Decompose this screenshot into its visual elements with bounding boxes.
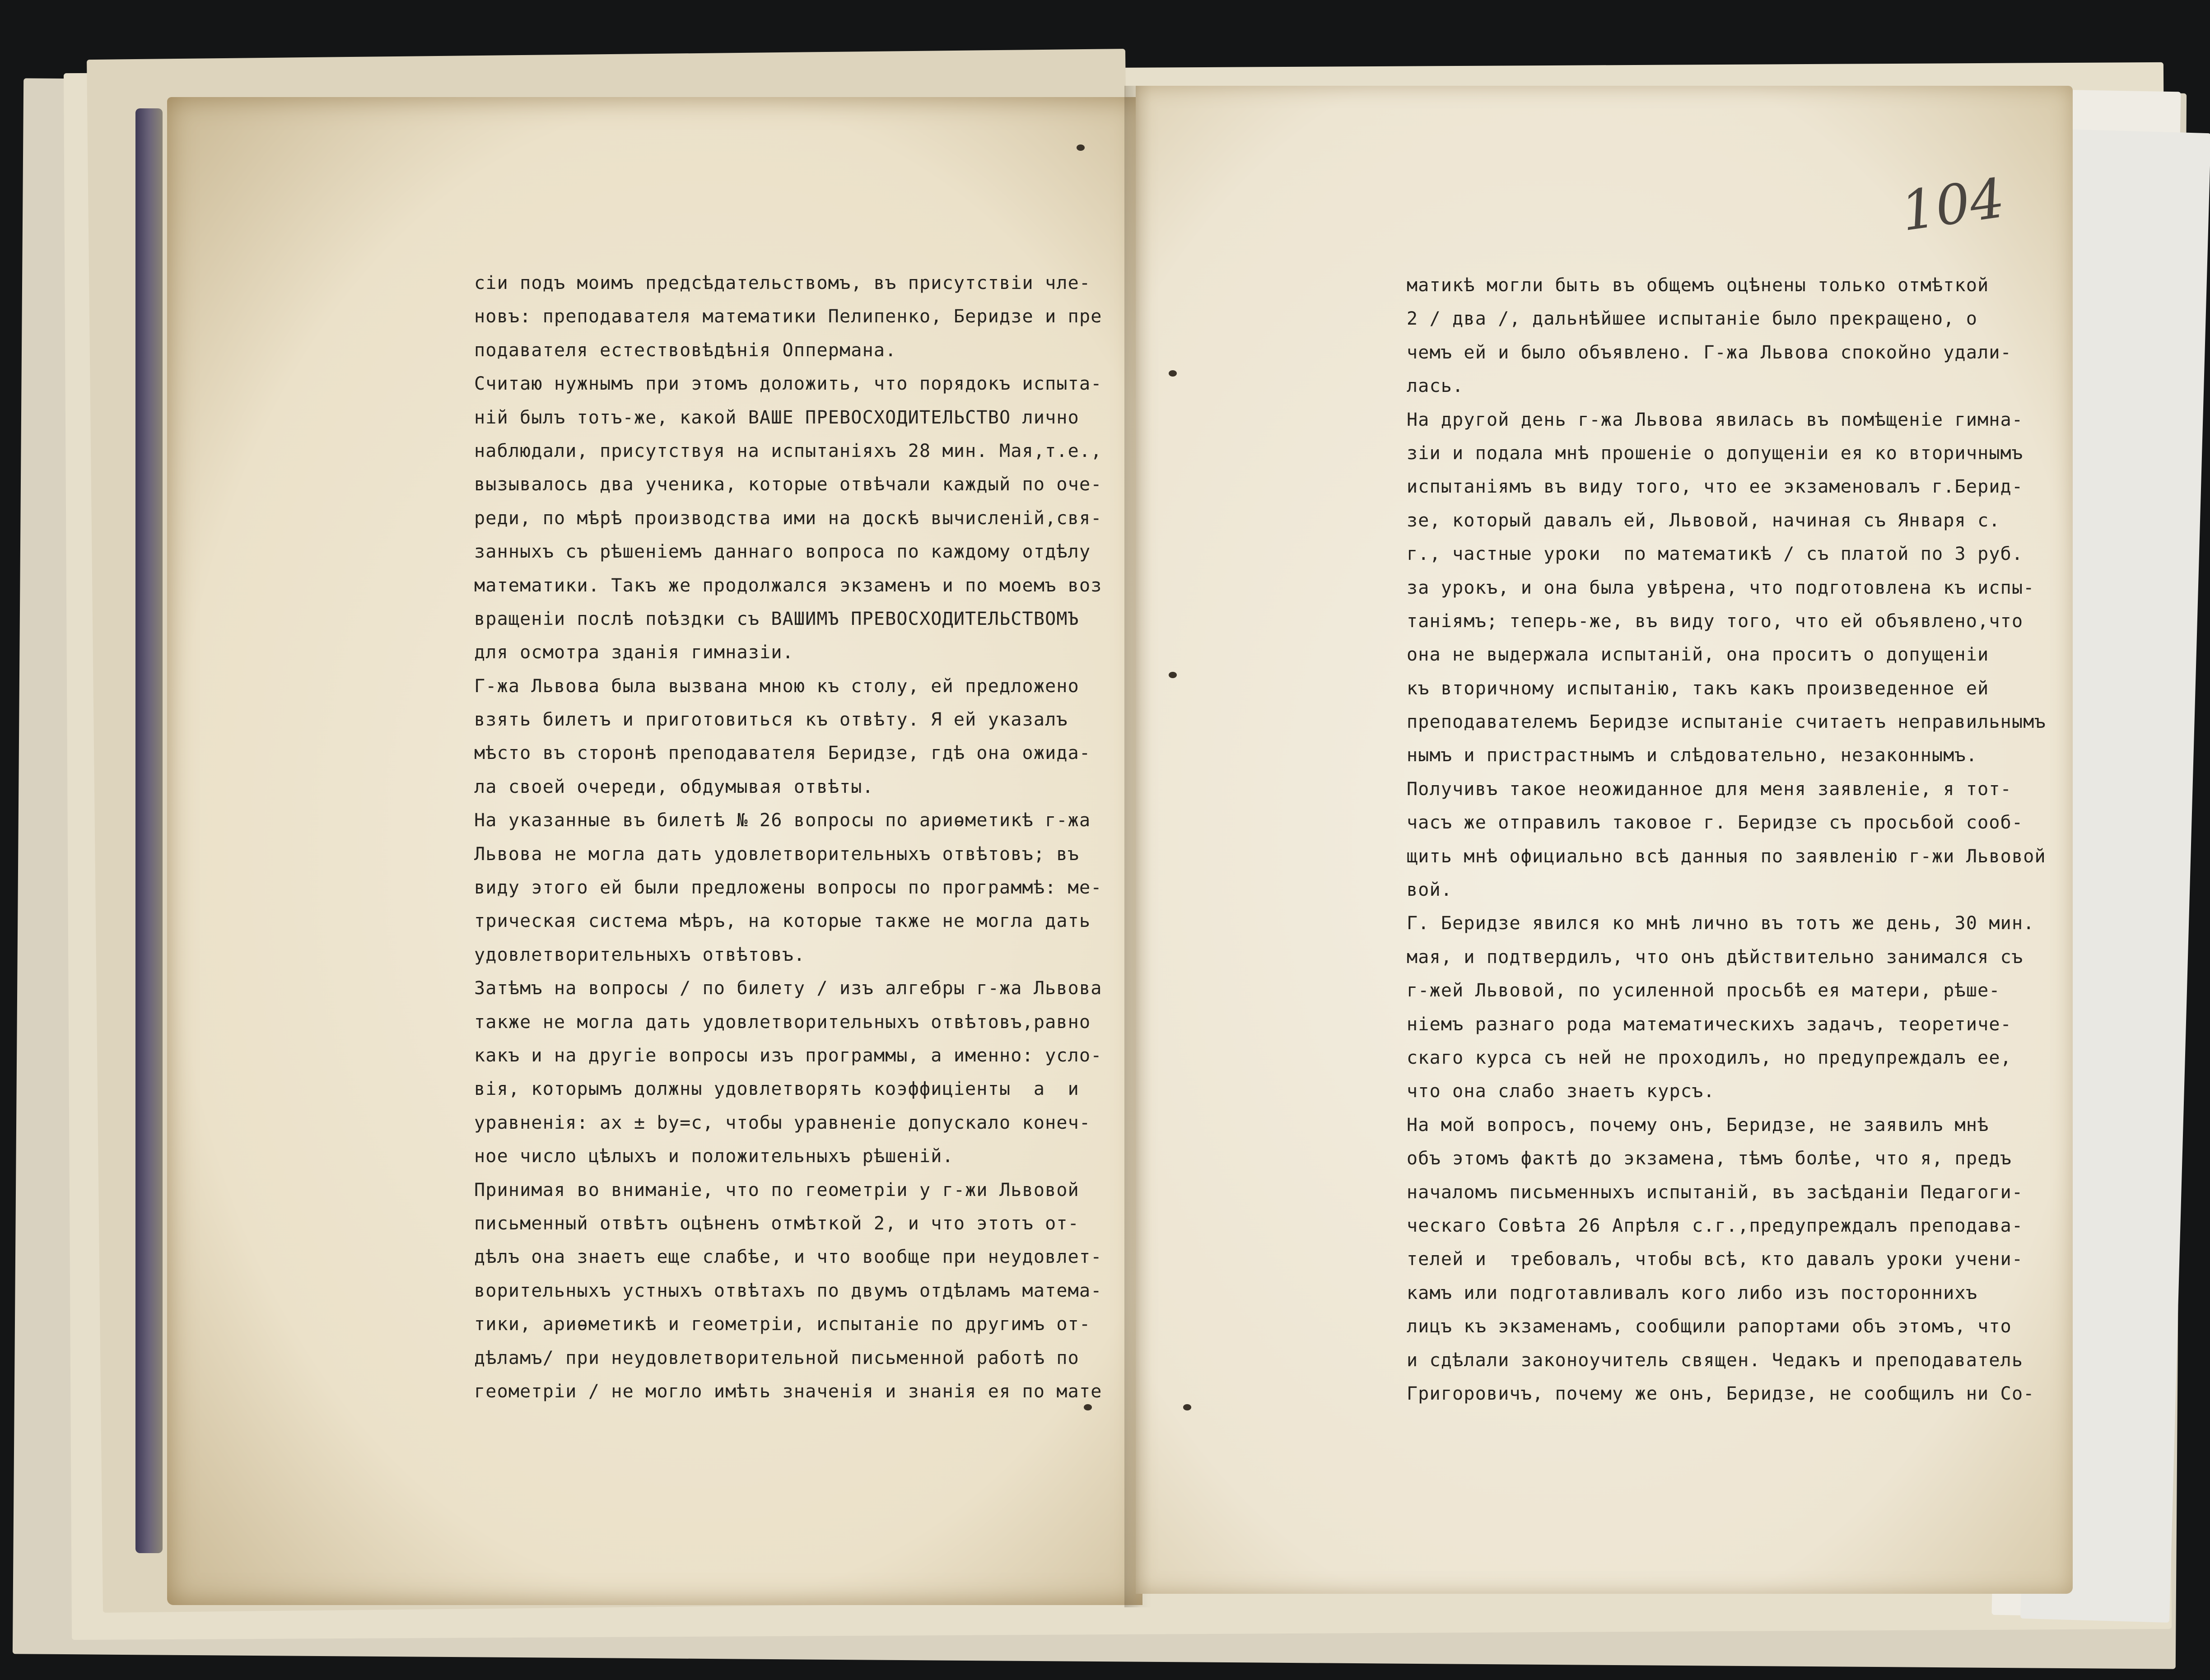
text-line: математики. Такъ же продолжался экзаменъ и по моемъ воз <box>474 575 1102 596</box>
text-line: нымъ и пристрастнымъ и слѣдовательно, незаконнымъ. <box>1407 745 1978 766</box>
text-line: вой. <box>1407 880 1453 901</box>
text-line: вращеніи послѣ поѣздки съ ВАШИМЪ ПРЕВОСХОДИТЕЛЬСТВОМЪ <box>474 608 1079 629</box>
text-line: подавателя естествовѣдѣнія Оппермана. <box>474 340 897 361</box>
right-page <box>1136 86 2073 1594</box>
text-line: занныхъ съ рѣшеніемъ даннаго вопроса по каждому отдѣлу <box>474 541 1091 563</box>
text-line: и сдѣлали законоучитель священ. Чедакъ и преподаватель <box>1407 1350 2024 1371</box>
text-line: ла своей очереди, обдумывая отвѣты. <box>474 776 874 797</box>
text-line: преподавателемъ Беридзе испытаніе считаетъ неправильнымъ <box>1407 712 2046 733</box>
text-line: чемъ ей и было объявлено. Г-жа Львова спокойно удали- <box>1407 342 2012 363</box>
text-line: за урокъ, и она была увѣрена, что подготовлена къ испы- <box>1407 577 2035 598</box>
text-line: Считаю нужнымъ при этомъ доложить, что порядокъ испыта- <box>474 373 1102 395</box>
text-line: зіи и подала мнѣ прошеніе о допущеніи ея ко вторичнымъ <box>1407 442 2024 464</box>
text-line: Принимая во вниманіе, что по геометріи у г-жи Львовой <box>474 1179 1079 1201</box>
text-line: щить мнѣ официально всѣ данныя по заявленію г-жи Львовой <box>1407 846 2046 867</box>
text-line: удовлетворительныхъ отвѣтовъ. <box>474 944 806 965</box>
text-line: г-жей Львовой, по усиленной просьбѣ ея матери, рѣше- <box>1407 980 2000 1001</box>
text-line: лась. <box>1407 376 1464 397</box>
text-line: сіи подъ моимъ предсѣдательствомъ, въ присутствіи чле- <box>474 273 1091 293</box>
text-line: реди, по мѣрѣ производства ими на доскѣ вычисленій,свя- <box>474 507 1102 529</box>
text-line: объ этомъ фактѣ до экзамена, тѣмъ болѣе, что я, предъ <box>1407 1148 2012 1169</box>
left-page <box>167 97 1142 1605</box>
text-line: На мой вопросъ, почему онъ, Беридзе, не заявилъ мнѣ <box>1407 1114 1989 1136</box>
text-line: взять билетъ и приготовиться къ отвѣту. Я ей указалъ <box>474 709 1068 731</box>
text-line: камъ или подготавливалъ кого либо изъ постороннихъ <box>1407 1282 1978 1303</box>
text-line: г., частные уроки по математикѣ / съ платой по 3 руб. <box>1407 544 2024 565</box>
text-line: ворительныхъ устныхъ отвѣтахъ по двумъ отдѣламъ матема- <box>474 1280 1102 1301</box>
text-line: испытаніямъ въ виду того, что ее экзаменовалъ г.Берид- <box>1407 476 2024 498</box>
binding-hole <box>1077 144 1085 151</box>
text-line: лицъ къ экзаменамъ, сообщили рапортами объ этомъ, что <box>1407 1316 2012 1337</box>
text-line: вызывалось два ученика, которые отвѣчали каждый по оче- <box>474 474 1102 495</box>
text-line: Г. Беридзе явился ко мнѣ лично въ тотъ же день, 30 мин. <box>1407 913 2035 934</box>
left-page-text <box>474 266 1102 1408</box>
binding-hole <box>1169 672 1177 678</box>
text-line: дѣламъ/ при неудовлетворительной письменной работѣ по <box>474 1347 1079 1368</box>
text-line: матикѣ могли быть въ общемъ оцѣнены только отмѣткой <box>1407 275 1989 296</box>
text-line: мѣсто въ сторонѣ преподавателя Беридзе, гдѣ она ожида- <box>474 743 1091 764</box>
text-line: Затѣмъ на вопросы / по билету / изъ алгебры г-жа Львова <box>474 978 1102 999</box>
book-gutter <box>1124 86 1152 1607</box>
text-line: таніямъ; теперь-же, въ виду того, что ей объявлено,что <box>1407 610 2024 632</box>
text-line: Львова не могла дать удовлетворительныхъ отвѣтовъ; въ <box>474 843 1079 865</box>
text-line: дѣлъ она знаетъ еще слабѣе, и что вообще при неудовлет- <box>474 1247 1102 1268</box>
text-line: къ вторичному испытанію, такъ какъ произведенное ей <box>1407 678 1989 699</box>
text-line: 2 / два /, дальнѣйшее испытаніе было прекращено, о <box>1407 308 1978 330</box>
text-line: виду этого ей были предложены вопросы по программѣ: ме- <box>474 877 1102 898</box>
text-line: геометріи / не могло имѣть значенія и знанія ея по мате <box>474 1381 1102 1402</box>
text-line: На другой день г-жа Львова явилась въ помѣщеніе гимна- <box>1407 409 2024 430</box>
binding-hole <box>1084 1404 1092 1410</box>
text-line: наблюдали, присутствуя на испытаніяхъ 28 мин. Мая,т.е., <box>474 440 1102 461</box>
text-line: для осмотра зданія гимназіи. <box>474 642 794 663</box>
text-line: письменный отвѣтъ оцѣненъ отмѣткой 2, и что этотъ от- <box>474 1213 1079 1234</box>
text-line: Григоровичъ, почему же онъ, Беридзе, не сообщилъ ни Со- <box>1407 1383 2035 1404</box>
folio-number: 104 <box>1897 167 2009 244</box>
text-line: какъ и на другіе вопросы изъ программы, а именно: усло- <box>474 1045 1102 1066</box>
binding-hole <box>1183 1404 1191 1410</box>
text-line: началомъ письменныхъ испытаній, въ засѣданіи Педагоги- <box>1407 1182 2024 1203</box>
text-line: ній былъ тотъ-же, какой ВАШЕ ПРЕВОСХОДИТЕЛЬСТВО лично <box>474 407 1079 428</box>
text-line: также не могла дать удовлетворительныхъ отвѣтовъ,равно <box>474 1011 1091 1033</box>
right-page-text <box>1407 269 2046 1410</box>
binding-hole <box>1169 370 1177 377</box>
text-line: Г-жа Львова была вызвана мною къ столу, ей предложено <box>474 675 1079 697</box>
text-line: вія, которымъ должны удовлетворять коэффиціенты a и <box>474 1079 1079 1100</box>
text-line: тики, ариѳметикѣ и геометріи, испытаніе по другимъ от- <box>474 1314 1091 1335</box>
text-line: ное число цѣлыхъ и положительныхъ рѣшеній. <box>474 1146 954 1167</box>
text-line: зе, который давалъ ей, Львовой, начиная съ Января с. <box>1407 510 2000 531</box>
text-line: На указанные въ билетѣ № 26 вопросы по ариѳметикѣ г-жа <box>474 810 1091 831</box>
text-line: мая, и подтвердилъ, что онъ дѣйствительно занимался съ <box>1407 946 2024 968</box>
text-line: ніемъ разнаго рода математическихъ задачъ, теоретиче- <box>1407 1014 2012 1035</box>
text-line: телей и требовалъ, чтобы всѣ, кто давалъ уроки учени- <box>1407 1249 2024 1270</box>
text-line: Получивъ такое неожиданное для меня заявленіе, я тот- <box>1407 778 2012 800</box>
text-line: новъ: преподавателя математики Пелипенко, Беридзе и пре <box>474 306 1102 327</box>
book-spine-edge <box>135 108 163 1553</box>
text-line: часъ же отправилъ таковое г. Беридзе съ просьбой сооб- <box>1407 812 2024 833</box>
text-line: уравненія: ax ± by=c, чтобы уравненіе допускало конеч- <box>474 1112 1091 1133</box>
text-line: что она слабо знаетъ курсъ. <box>1407 1081 1715 1102</box>
text-line: она не выдержала испытаній, она проситъ о допущеніи <box>1407 644 1989 665</box>
text-line: ческаго Совѣта 26 Апрѣля с.г.,предупреждалъ преподава- <box>1407 1215 2024 1236</box>
text-line: трическая система мѣръ, на которые также не могла дать <box>474 911 1091 932</box>
text-line: скаго курса съ ней не проходилъ, но предупреждалъ ее, <box>1407 1047 2012 1068</box>
